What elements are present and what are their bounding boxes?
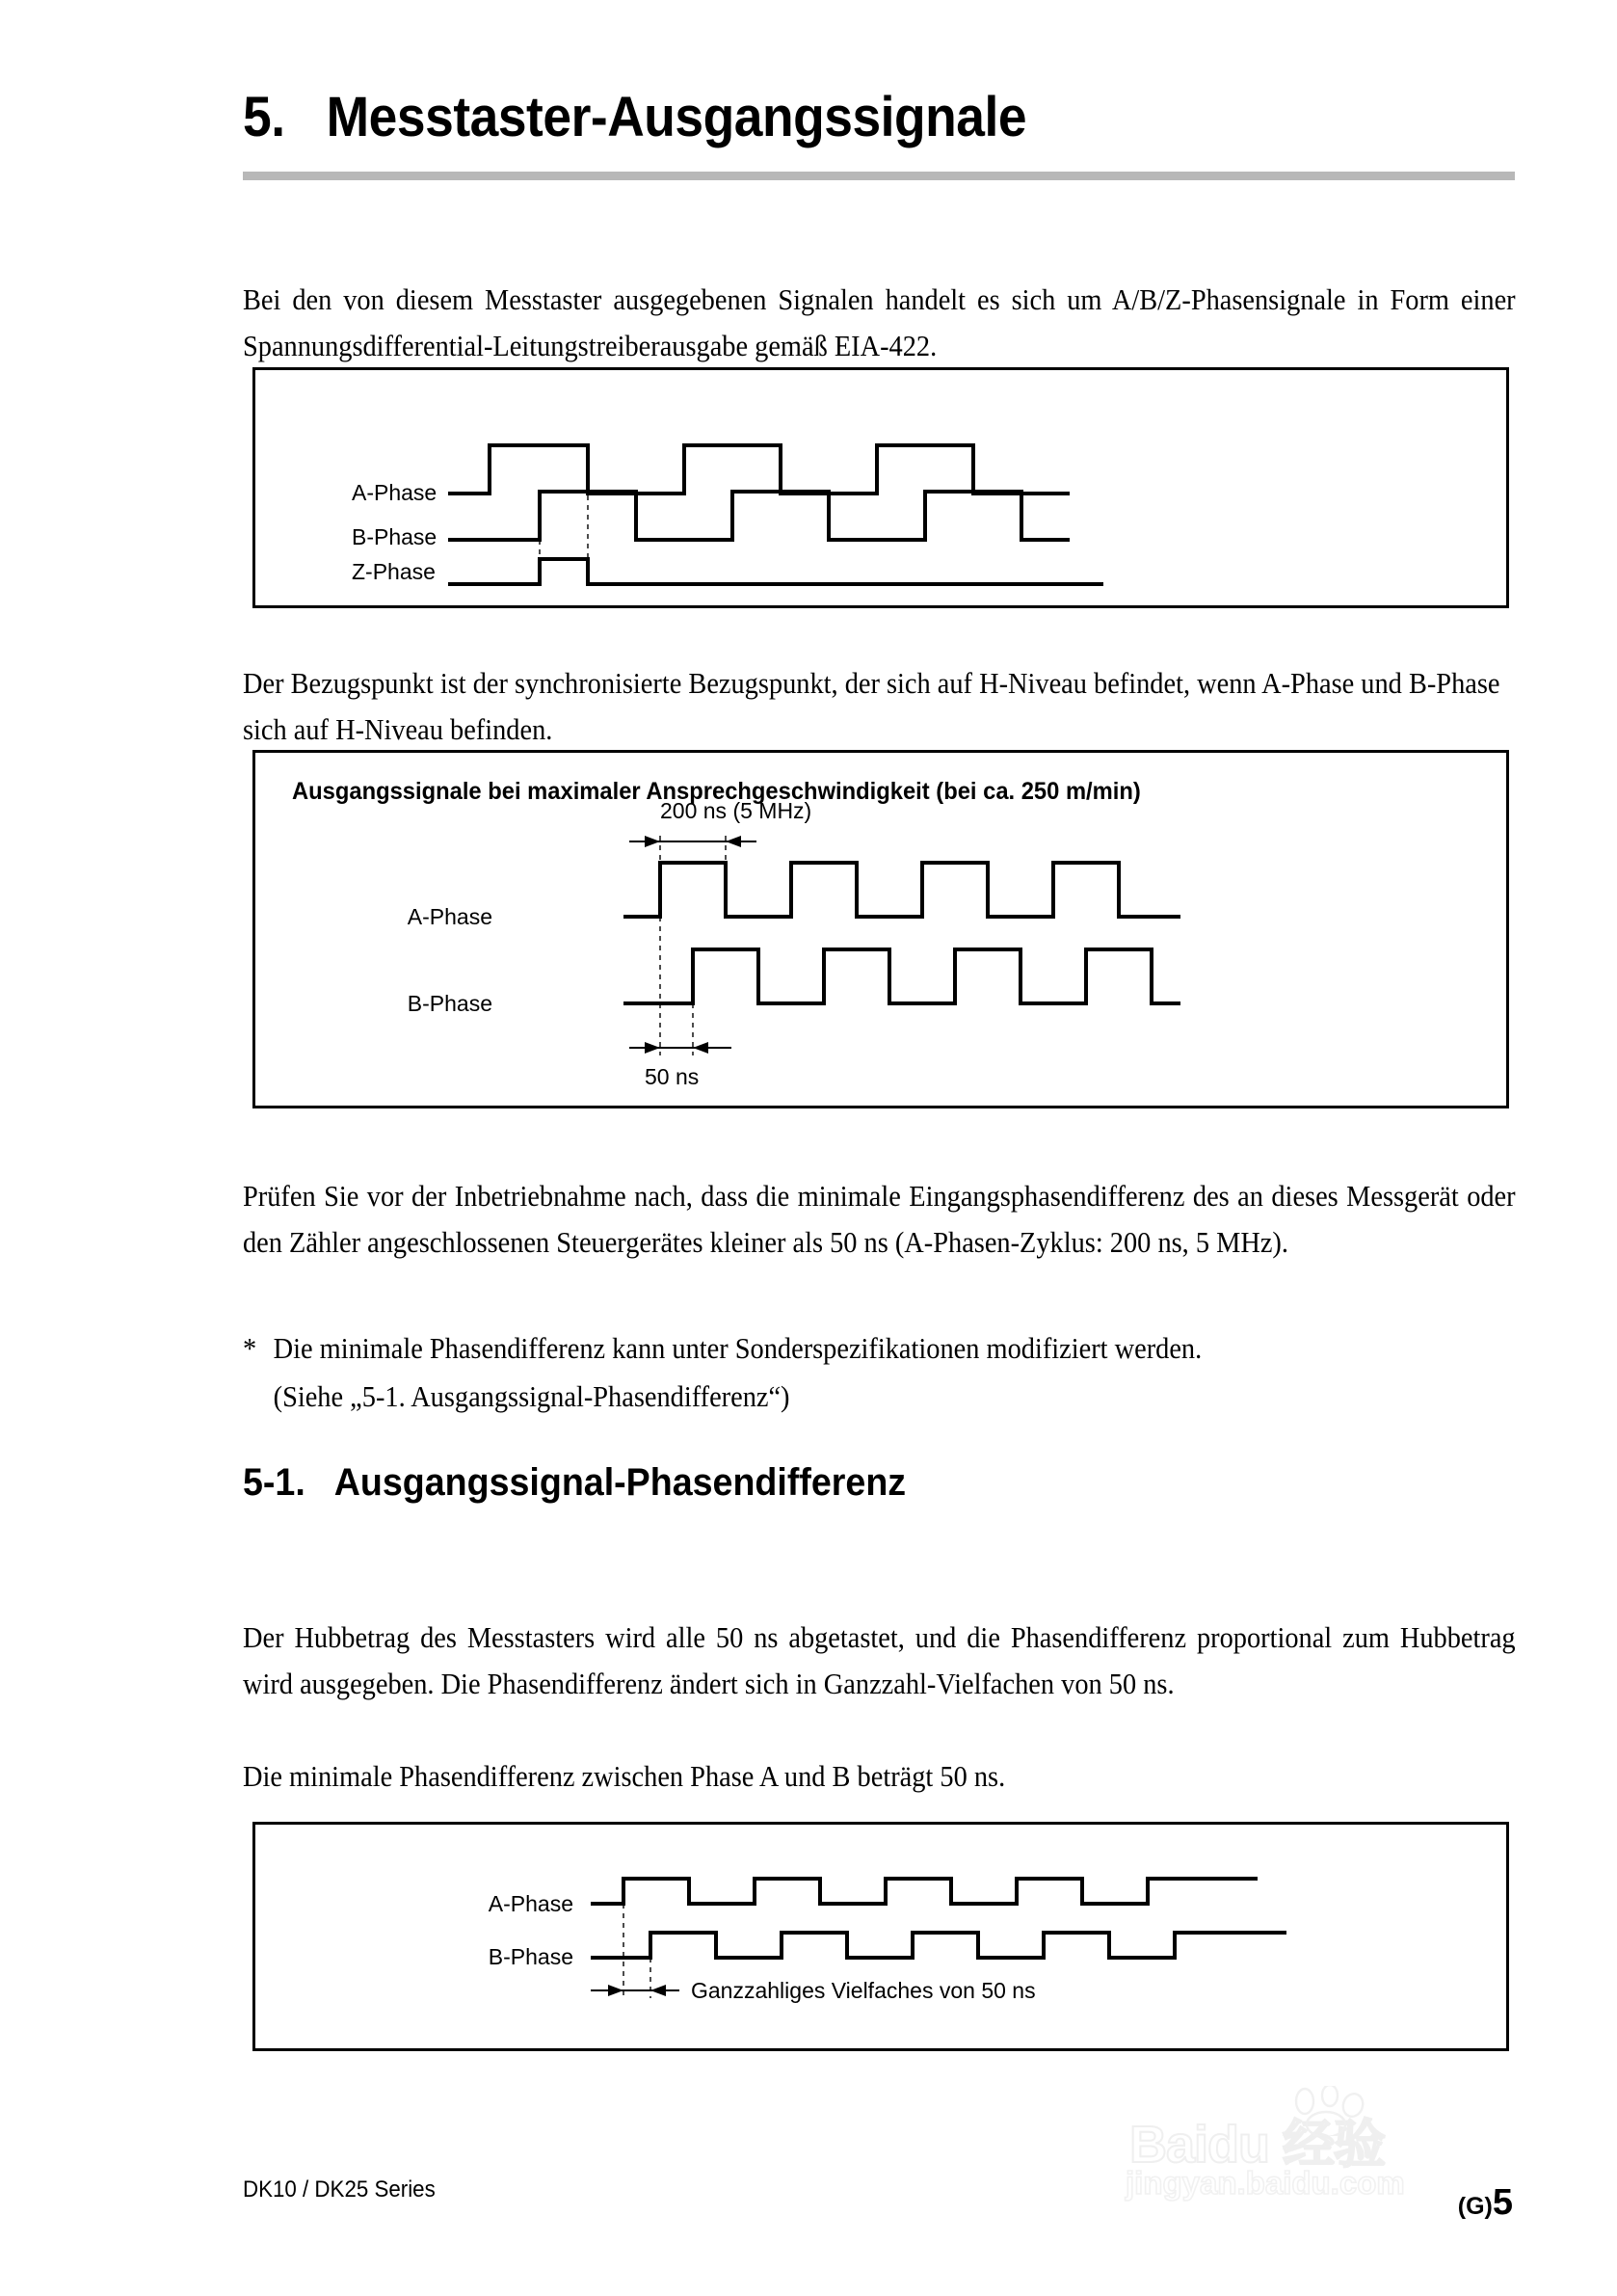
- paragraph-hubbetrag: Der Hubbetrag des Messtasters wird alle 50 ns abgetastet, und die Phasendifferenz proportional zum Hubbetrag wird ausgegeben. Die Phasendifferenz ändert sich in Ganzzahl-Vielfachen von 50 ns.: [243, 1620, 1516, 1700]
- figure2-a-phase-label: A-Phase: [407, 904, 492, 929]
- figure1-b-phase-label: B-Phase: [352, 524, 437, 549]
- note-asterisk: *: [243, 1332, 257, 1365]
- note-line-2: (Siehe „5-1. Ausgangssignal-Phasendifferenz“): [273, 1380, 790, 1413]
- figure2-period-label: 200 ns (5 MHz): [660, 798, 812, 823]
- paw-icon: [1289, 2086, 1372, 2136]
- paragraph-pruefen: Prüfen Sie vor der Inbetriebnahme nach, dass die minimale Eingangsphasendifferenz des an dieses Messgerät oder den Zähler angeschlossenen Steuergerätes kleiner als 50 ns (A-Phasen-Zyklus: 200 ns, 5 MHz).: [243, 1179, 1516, 1259]
- figure3-offset-arrow-right: [650, 1985, 666, 1996]
- watermark-url: jingyan.baidu.com: [1126, 2165, 1405, 2201]
- footer-page-number: [1441, 2165, 1513, 2241]
- figure1-z-phase-label: Z-Phase: [352, 559, 436, 584]
- figure3-a-phase-label: A-Phase: [488, 1891, 573, 1916]
- figure2-offset-arrow-right: [693, 1042, 708, 1054]
- watermark-logo-text: Baidu 经验: [1129, 2116, 1386, 2174]
- paragraph-note: [243, 1324, 1524, 1421]
- section-heading-5-1: 5-1. Ausgangssignal-Phasendifferenz: [243, 1461, 907, 1504]
- figure2-caption: Ausgangssignale bei maximaler Ansprechgeschwindigkeit (bei ca. 250 m/min): [292, 778, 1141, 805]
- figure2-period-arrow-right: [726, 836, 741, 847]
- figure-ab-z-phase: [252, 367, 1509, 608]
- figure2-b-phase-trace: [623, 949, 1180, 1003]
- paragraph-intro: Bei den von diesem Messtaster ausgegebenen Signalen handelt es sich um A/B/Z-Phasensignale in Form einer Spannungsdifferential-Leitungstreiberausgabe gemäß EIA-422.: [243, 282, 1516, 362]
- figure1-a-phase-trace: [448, 445, 1070, 494]
- figure3-b-phase-trace: [591, 1933, 1286, 1958]
- figure2-a-phase-trace: [623, 863, 1180, 917]
- figure3-offset-label: Ganzzahliges Vielfaches von 50 ns: [691, 1978, 1036, 2003]
- figure3-b-phase-label: B-Phase: [488, 1944, 573, 1969]
- paragraph-minimal-phasendifferenz: Die minimale Phasendifferenz zwischen Phase A und B beträgt 50 ns.: [243, 1759, 1006, 1793]
- paragraph-bezugspunkt: Der Bezugspunkt ist der synchronisierte Bezugspunkt, der sich auf H-Niveau befindet, wenn A-Phase und B-Phase sich auf H-Niveau befinden.: [243, 666, 1500, 746]
- figure3-a-phase-trace: [591, 1879, 1258, 1904]
- figure1-b-phase-trace: [448, 492, 1070, 540]
- page-prefix: (G): [1457, 2193, 1493, 2220]
- footer-series: DK10 / DK25 Series: [243, 2176, 436, 2203]
- figure1-z-phase-trace: [448, 559, 1103, 584]
- figure-3-waveform: [255, 1825, 1506, 2048]
- title-divider: [243, 172, 1515, 180]
- figure-phase-difference: [252, 1822, 1509, 2051]
- figure-1-waveform: [255, 370, 1506, 605]
- page-title: 5. Messtaster-Ausgangssignale: [243, 86, 1027, 148]
- figure2-offset-arrow-left: [645, 1042, 660, 1054]
- page-number: 5: [1492, 2182, 1513, 2223]
- figure-2-waveform: [255, 753, 1506, 1106]
- figure2-period-arrow-left: [645, 836, 660, 847]
- figure2-offset-label: 50 ns: [645, 1064, 700, 1089]
- figure3-offset-arrow-left: [608, 1985, 623, 1996]
- figure2-b-phase-label: B-Phase: [407, 991, 492, 1016]
- figure-max-response-speed: [252, 750, 1509, 1108]
- figure1-a-phase-label: A-Phase: [352, 480, 437, 505]
- note-line-1: Die minimale Phasendifferenz kann unter Sonderspezifikationen modifiziert werden.: [273, 1332, 1203, 1365]
